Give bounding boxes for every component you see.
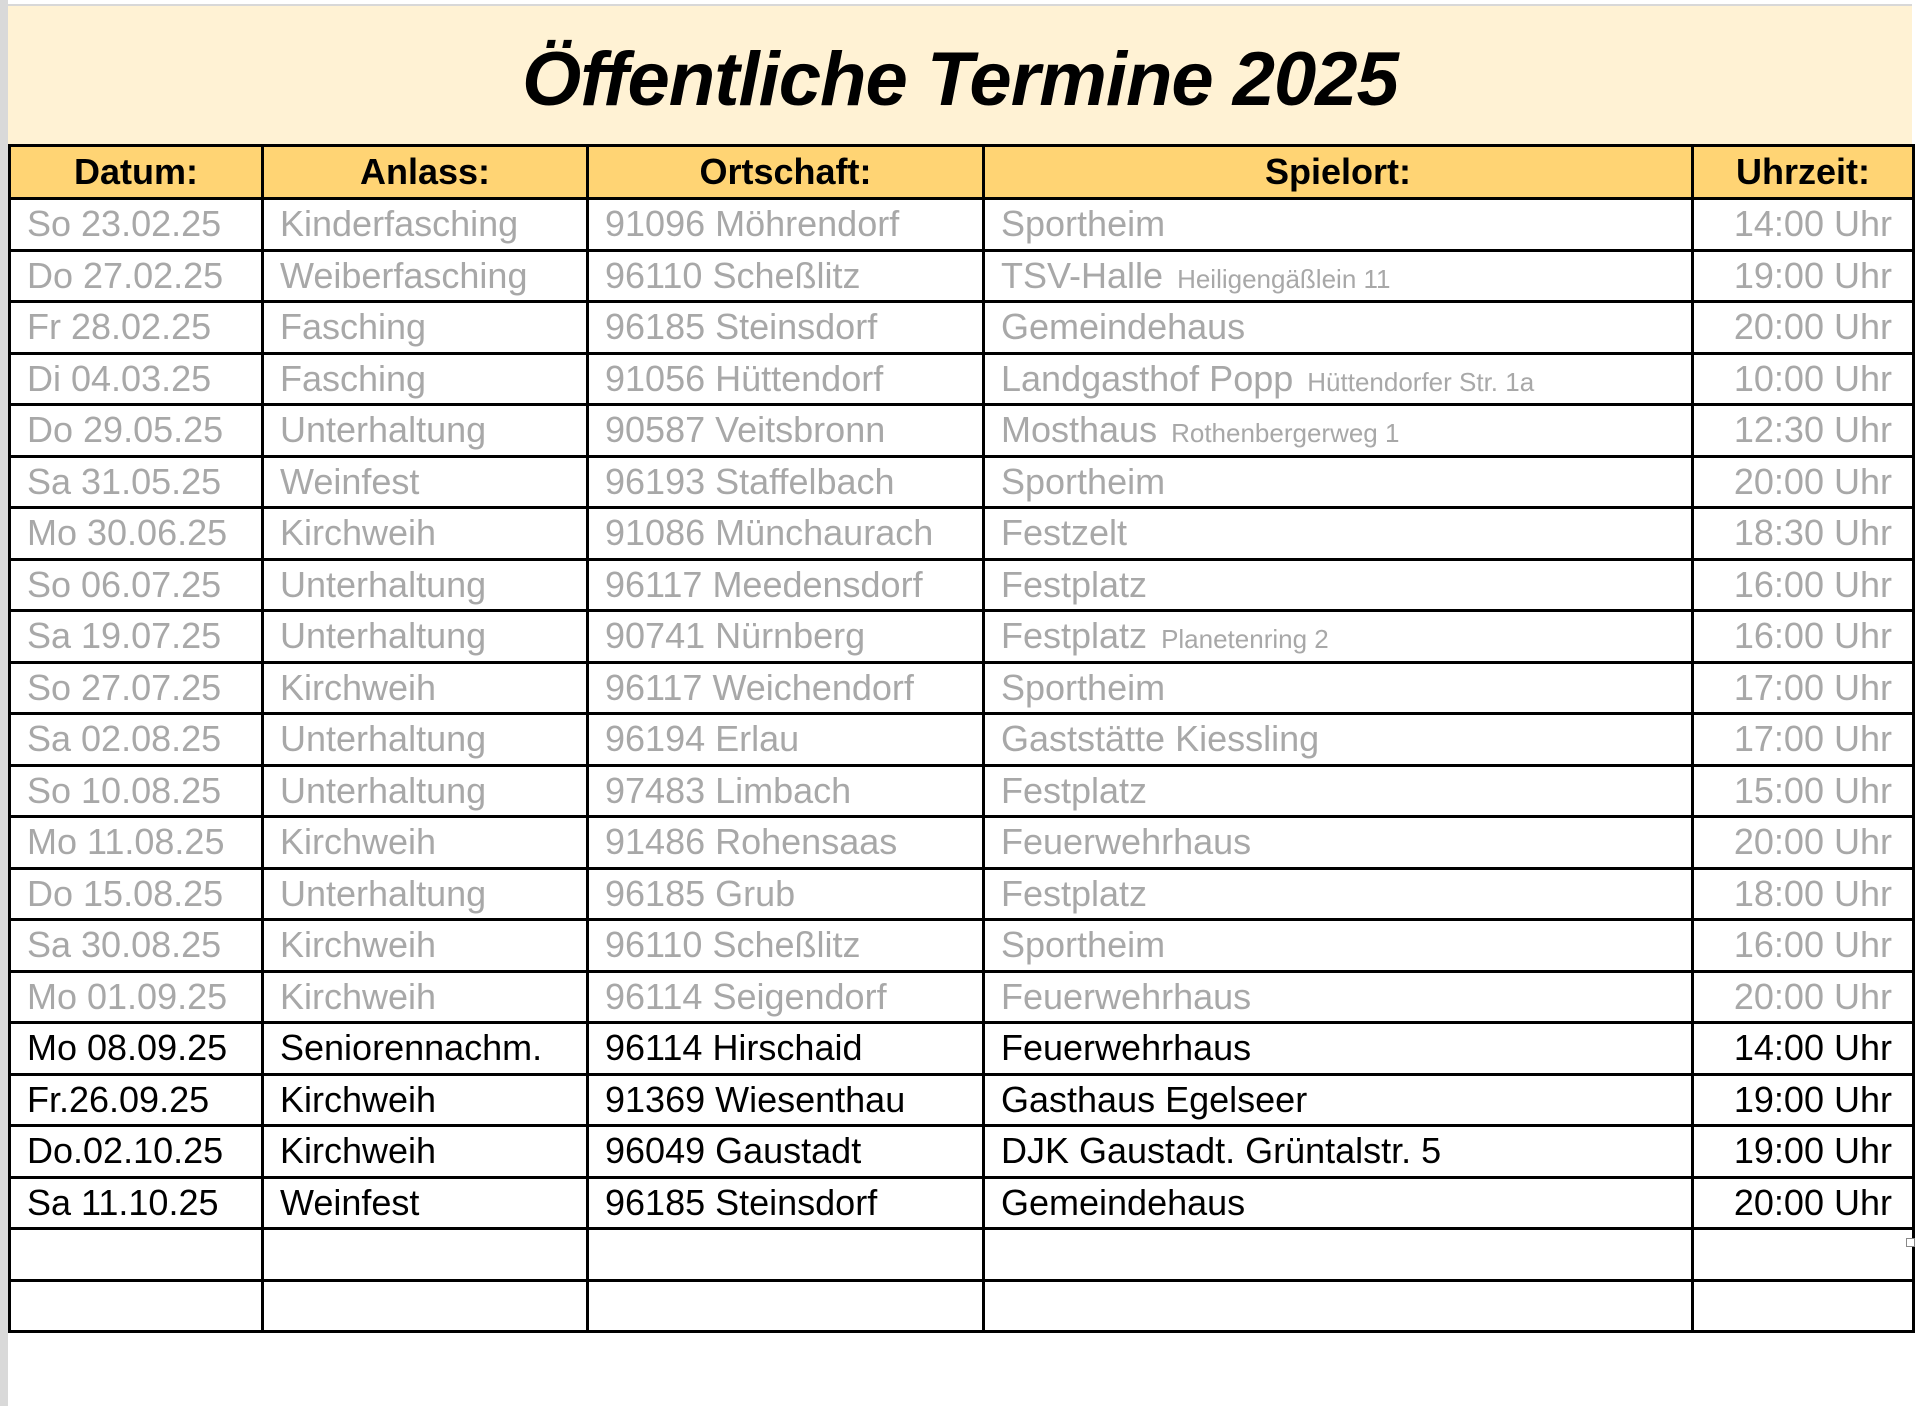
cell-town: 96193 Staffelbach — [588, 456, 984, 508]
venue-address: Rothenbergerweg 1 — [1171, 418, 1400, 449]
cell-time: 19:00 Uhr — [1693, 1126, 1914, 1178]
cell-time: 20:00 Uhr — [1693, 817, 1914, 869]
cell-time: 15:00 Uhr — [1693, 765, 1914, 817]
cell-occasion: Fasching — [263, 302, 588, 354]
cell-date: Fr 28.02.25 — [10, 302, 263, 354]
cell-time: 16:00 Uhr — [1693, 611, 1914, 663]
cell-time: 20:00 Uhr — [1693, 971, 1914, 1023]
table-row — [10, 1229, 1914, 1281]
cell-town: 91369 Wiesenthau — [588, 1074, 984, 1126]
cell-occasion — [263, 1229, 588, 1281]
cell-date: Do 29.05.25 — [10, 405, 263, 457]
cell-time: 10:00 Uhr — [1693, 353, 1914, 405]
cell-date: Do 27.02.25 — [10, 250, 263, 302]
cell-venue — [984, 765, 1693, 817]
venue-address: Heiligengäßlein 11 — [1177, 263, 1391, 294]
cell-town: 91486 Rohensaas — [588, 817, 984, 869]
venue-name: Sportheim — [1001, 666, 1166, 708]
cell-venue — [984, 1074, 1693, 1126]
cell-occasion: Kirchweih — [263, 1074, 588, 1126]
cell-town: 96185 Steinsdorf — [588, 302, 984, 354]
page-title: Öffentliche Termine 2025 — [522, 37, 1398, 122]
cell-date: So 10.08.25 — [10, 765, 263, 817]
table-row — [10, 662, 1914, 714]
header-occasion: Anlass: — [263, 146, 588, 199]
cell-venue — [984, 508, 1693, 560]
cell-venue — [984, 456, 1693, 508]
table-row — [10, 199, 1914, 251]
cell-occasion: Weinfest — [263, 456, 588, 508]
table-row — [10, 559, 1914, 611]
table-row — [10, 353, 1914, 405]
cell-venue — [984, 1229, 1693, 1281]
cell-time: 19:00 Uhr — [1693, 250, 1914, 302]
table-row — [10, 250, 1914, 302]
venue-name: Gemeindehaus — [1001, 1181, 1246, 1223]
header-venue: Spielort: — [984, 146, 1693, 199]
cell-date: Do.02.10.25 — [10, 1126, 263, 1178]
cell-time: 12:30 Uhr — [1693, 405, 1914, 457]
venue-name: Festzelt — [1001, 512, 1128, 554]
cell-venue — [984, 353, 1693, 405]
cell-time: 14:00 Uhr — [1693, 1023, 1914, 1075]
table-row — [10, 817, 1914, 869]
cell-venue — [984, 714, 1693, 766]
venue-name: Feuerwehrhaus — [1001, 975, 1252, 1017]
cell-occasion: Unterhaltung — [263, 559, 588, 611]
venue-name: Feuerwehrhaus — [1001, 1027, 1252, 1069]
header-row — [10, 146, 1914, 199]
table-row — [10, 611, 1914, 663]
cell-occasion: Fasching — [263, 353, 588, 405]
cell-venue — [984, 199, 1693, 251]
header-town: Ortschaft: — [588, 146, 984, 199]
header-time: Uhrzeit: — [1693, 146, 1914, 199]
table-row — [10, 714, 1914, 766]
cell-time: 20:00 Uhr — [1693, 302, 1914, 354]
venue-name: Gasthaus Egelseer — [1001, 1078, 1308, 1120]
cell-time: 18:00 Uhr — [1693, 868, 1914, 920]
venue-name: Festplatz — [1001, 563, 1148, 605]
cell-venue — [984, 1280, 1693, 1332]
cell-date: Sa 31.05.25 — [10, 456, 263, 508]
venue-name: Mosthaus — [1001, 409, 1158, 451]
venue-name: Feuerwehrhaus — [1001, 821, 1252, 863]
table-row — [10, 1074, 1914, 1126]
cell-town: 96110 Scheßlitz — [588, 250, 984, 302]
cell-occasion: Unterhaltung — [263, 405, 588, 457]
cell-venue — [984, 817, 1693, 869]
cell-date: So 27.07.25 — [10, 662, 263, 714]
cell-town: 91056 Hüttendorf — [588, 353, 984, 405]
header-date: Datum: — [10, 146, 263, 199]
cell-time: 17:00 Uhr — [1693, 714, 1914, 766]
venue-name: Festplatz — [1001, 615, 1148, 657]
cell-date: So 06.07.25 — [10, 559, 263, 611]
cell-town: 90587 Veitsbronn — [588, 405, 984, 457]
table-row — [10, 868, 1914, 920]
cell-date: So 23.02.25 — [10, 199, 263, 251]
cell-date: Do 15.08.25 — [10, 868, 263, 920]
cell-town: 96194 Erlau — [588, 714, 984, 766]
cell-time: 20:00 Uhr — [1693, 456, 1914, 508]
venue-name: Festplatz — [1001, 769, 1148, 811]
venue-name: Gemeindehaus — [1001, 306, 1246, 348]
table-row — [10, 405, 1914, 457]
cell-town: 96049 Gaustadt — [588, 1126, 984, 1178]
venue-name: Sportheim — [1001, 924, 1166, 966]
cell-town: 91086 Münchaurach — [588, 508, 984, 560]
cell-date: Sa 11.10.25 — [10, 1177, 263, 1229]
cell-occasion: Kirchweih — [263, 817, 588, 869]
cell-occasion: Kirchweih — [263, 971, 588, 1023]
cell-time: 20:00 Uhr — [1693, 1177, 1914, 1229]
cell-date — [10, 1229, 263, 1281]
cell-occasion: Kirchweih — [263, 920, 588, 972]
cell-venue — [984, 920, 1693, 972]
cell-date: Sa 30.08.25 — [10, 920, 263, 972]
cell-town: 96117 Meedensdorf — [588, 559, 984, 611]
cell-venue — [984, 868, 1693, 920]
cell-date: Di 04.03.25 — [10, 353, 263, 405]
cell-town: 91096 Möhrendorf — [588, 199, 984, 251]
cell-occasion: Unterhaltung — [263, 714, 588, 766]
cell-occasion — [263, 1280, 588, 1332]
venue-name: Gaststätte Kiessling — [1001, 718, 1320, 760]
cell-occasion: Unterhaltung — [263, 611, 588, 663]
cell-time: 18:30 Uhr — [1693, 508, 1914, 560]
page-edge — [0, 0, 8, 1406]
cell-occasion: Weiberfasching — [263, 250, 588, 302]
cell-time — [1693, 1229, 1914, 1281]
cell-venue — [984, 250, 1693, 302]
table-row — [10, 1177, 1914, 1229]
cell-town — [588, 1280, 984, 1332]
venue-name: Festplatz — [1001, 872, 1148, 914]
venue-name: Landgasthof Popp — [1001, 357, 1294, 399]
venue-address: Planetenring 2 — [1161, 624, 1329, 655]
venue-name: TSV-Halle — [1001, 254, 1164, 296]
cell-town: 90741 Nürnberg — [588, 611, 984, 663]
venue-name: Sportheim — [1001, 460, 1166, 502]
cell-venue — [984, 1023, 1693, 1075]
venue-name: DJK Gaustadt. Grüntalstr. 5 — [1001, 1130, 1442, 1172]
venue-address: Hüttendorfer Str. 1a — [1307, 366, 1535, 397]
cell-occasion: Seniorennachm. — [263, 1023, 588, 1075]
cell-date: Fr.26.09.25 — [10, 1074, 263, 1126]
table-row — [10, 765, 1914, 817]
cell-date: Mo 01.09.25 — [10, 971, 263, 1023]
cell-date: Sa 02.08.25 — [10, 714, 263, 766]
cell-date: Sa 19.07.25 — [10, 611, 263, 663]
cell-time: 17:00 Uhr — [1693, 662, 1914, 714]
table-row — [10, 1126, 1914, 1178]
cell-occasion: Kirchweih — [263, 662, 588, 714]
table-row — [10, 1023, 1914, 1075]
cell-date: Mo 08.09.25 — [10, 1023, 263, 1075]
schedule-body — [10, 199, 1914, 1332]
cell-date: Mo 11.08.25 — [10, 817, 263, 869]
table-row — [10, 456, 1914, 508]
venue-name: Sportheim — [1001, 203, 1166, 245]
table-row — [10, 971, 1914, 1023]
cell-town: 96114 Seigendorf — [588, 971, 984, 1023]
cell-venue — [984, 405, 1693, 457]
cell-occasion: Weinfest — [263, 1177, 588, 1229]
cell-venue — [984, 1177, 1693, 1229]
table-row — [10, 1280, 1914, 1332]
title-band — [8, 4, 1912, 147]
cell-town: 96117 Weichendorf — [588, 662, 984, 714]
cell-occasion: Unterhaltung — [263, 868, 588, 920]
table-row — [10, 508, 1914, 560]
cell-town: 97483 Limbach — [588, 765, 984, 817]
cell-date: Mo 30.06.25 — [10, 508, 263, 560]
cell-venue — [984, 1126, 1693, 1178]
cell-venue — [984, 302, 1693, 354]
cell-town: 96185 Grub — [588, 868, 984, 920]
cell-time: 19:00 Uhr — [1693, 1074, 1914, 1126]
cell-venue — [984, 662, 1693, 714]
table-row — [10, 920, 1914, 972]
cell-time: 16:00 Uhr — [1693, 559, 1914, 611]
cell-occasion: Kirchweih — [263, 1126, 588, 1178]
cell-date — [10, 1280, 263, 1332]
cell-time: 16:00 Uhr — [1693, 920, 1914, 972]
cell-venue — [984, 559, 1693, 611]
table-row — [10, 302, 1914, 354]
cell-town: 96110 Scheßlitz — [588, 920, 984, 972]
cell-occasion: Kinderfasching — [263, 199, 588, 251]
cell-town: 96185 Steinsdorf — [588, 1177, 984, 1229]
cell-occasion: Unterhaltung — [263, 765, 588, 817]
resize-handle[interactable] — [1906, 1238, 1915, 1247]
cell-time: 14:00 Uhr — [1693, 199, 1914, 251]
cell-town — [588, 1229, 984, 1281]
cell-town: 96114 Hirschaid — [588, 1023, 984, 1075]
schedule-table — [8, 144, 1915, 1333]
cell-occasion: Kirchweih — [263, 508, 588, 560]
cell-venue — [984, 611, 1693, 663]
cell-time — [1693, 1280, 1914, 1332]
cell-venue — [984, 971, 1693, 1023]
